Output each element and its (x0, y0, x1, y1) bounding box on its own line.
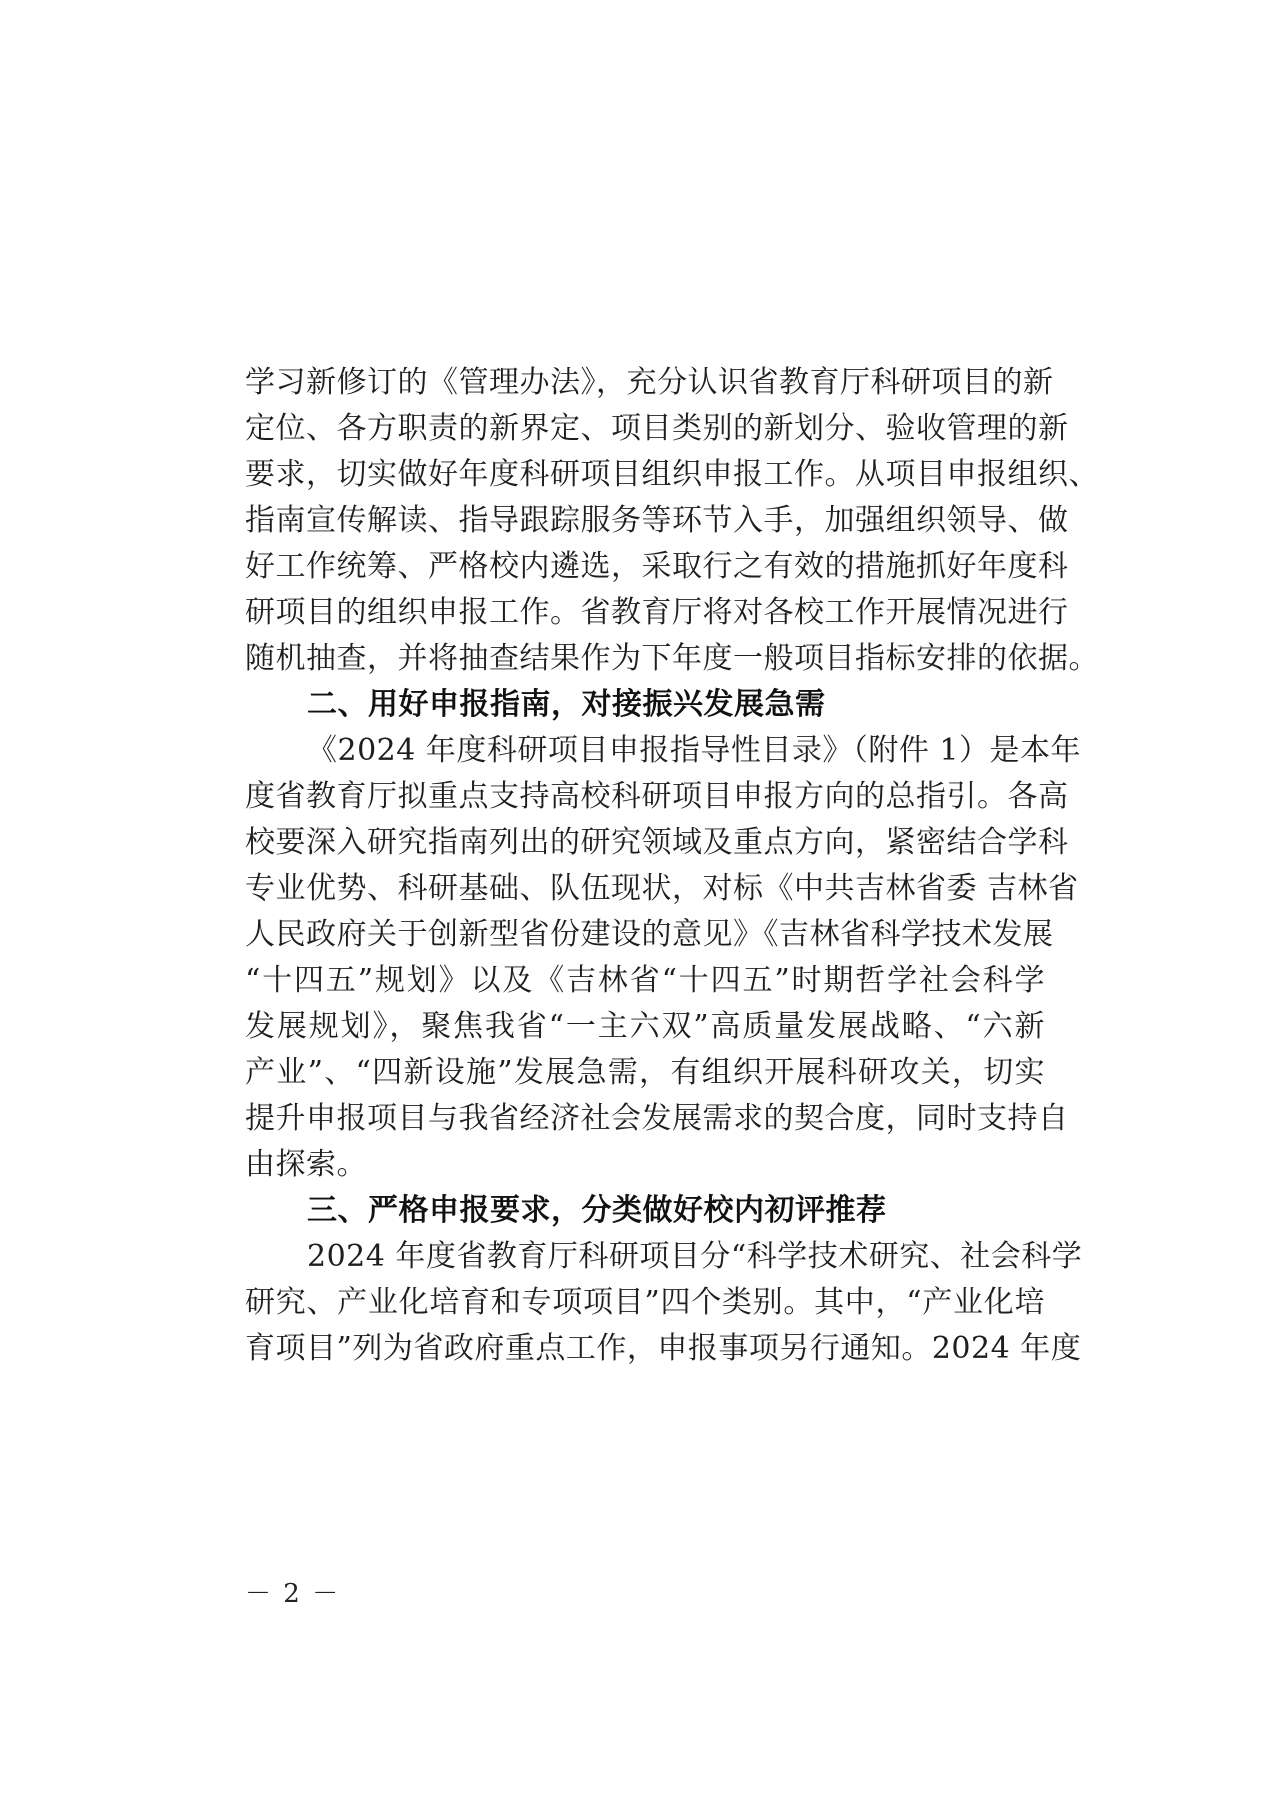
body-line: 人民政府关于创新型省份建设的意见》《吉林省科学技术发展 (245, 917, 1054, 952)
body-line: “十四五”规划》以及《吉林省“十四五”时期哲学社会科学 (245, 963, 1045, 998)
body-line: 定位、各方职责的新界定、项目类别的新划分、验收管理的新 (245, 411, 1069, 446)
page-number: － 2 － (245, 1579, 341, 1609)
body-line: 发展规划》，聚焦我省“一主六双”高质量发展战略、“六新 (245, 1009, 1045, 1044)
body-line: 度省教育厅拟重点支持高校科研项目申报方向的总指引。各高 (245, 779, 1069, 814)
paragraph-first-line: 《2024 年度科研项目申报指导性目录》（附件 1）是本年 (307, 733, 1082, 768)
section-heading-2: 二、用好申报指南，对接振兴发展急需 (307, 687, 826, 722)
body-line: 随机抽查，并将抽查结果作为下年度一般项目指标安排的依据。 (245, 641, 1099, 676)
body-line: 好工作统筹、严格校内遴选，采取行之有效的措施抓好年度科 (245, 549, 1069, 584)
body-line: 要求，切实做好年度科研项目组织申报工作。从项目申报组织、 (245, 457, 1099, 492)
body-line-last: 由探索。 (245, 1147, 367, 1182)
document-body (245, 360, 1099, 1372)
section-heading-3: 三、严格申报要求，分类做好校内初评推荐 (307, 1193, 887, 1228)
body-line: 提升申报项目与我省经济社会发展需求的契合度，同时支持自 (245, 1101, 1069, 1136)
paragraph-first-line: 2024 年度省教育厅科研项目分“科学技术研究、社会科学 (307, 1239, 1083, 1274)
body-line: 研究、产业化培育和专项项目”四个类别。其中，“产业化培 (245, 1285, 1045, 1320)
body-line: 研项目的组织申报工作。省教育厅将对各校工作开展情况进行 (245, 595, 1069, 630)
body-line: 育项目”列为省政府重点工作，申报事项另行通知。2024 年度 (245, 1331, 1082, 1366)
body-line: 指南宣传解读、指导跟踪服务等环节入手，加强组织领导、做 (245, 503, 1069, 538)
body-line: 校要深入研究指南列出的研究领域及重点方向，紧密结合学科 (245, 825, 1069, 860)
body-line: 学习新修订的《管理办法》，充分认识省教育厅科研项目的新 (245, 365, 1054, 400)
body-line: 产业”、“四新设施”发展急需，有组织开展科研攻关，切实 (245, 1055, 1045, 1090)
body-line: 专业优势、科研基础、队伍现状，对标《中共吉林省委 吉林省 (245, 871, 1079, 906)
